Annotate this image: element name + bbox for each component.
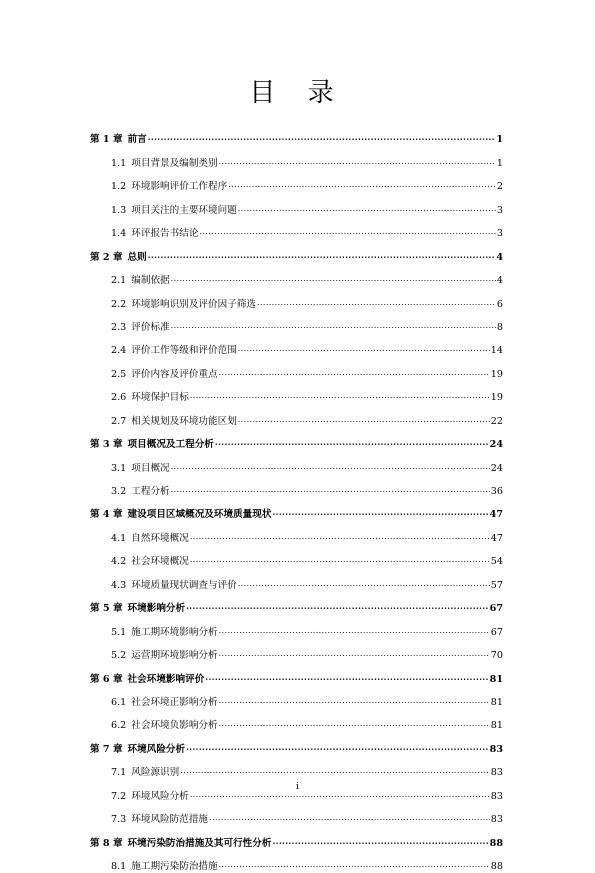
toc-section-entry[interactable] [90,475,503,498]
toc-entry-number: 2.1 [111,275,127,287]
toc-entry-title: 施工期环境影响分析 [131,626,218,638]
toc-entry-page: 81 [490,696,503,708]
toc-entry-page: 3 [496,204,503,216]
toc-entry-page: 4 [496,275,503,287]
toc-section-entry[interactable] [90,568,503,591]
toc-dot-leader [190,554,490,566]
toc-dot-leader [238,203,496,215]
toc-entry-title: 社会环境概况 [131,556,189,568]
toc-entry-label [111,580,237,592]
toc-entry-page: 81 [489,673,503,685]
toc-entry-page: 36 [490,486,503,497]
toc-entry-label [111,767,179,779]
toc-entry-number: 3.1 [111,462,127,474]
toc-section-entry[interactable] [90,639,503,662]
toc-entry-title: 建设项目区域概况及环境质量现状 [127,509,272,521]
toc-entry-label [111,322,170,334]
toc-entry-label [90,838,271,850]
toc-entry-label [90,744,185,756]
toc-entry-title: 自然环境概况 [131,532,189,544]
toc-dot-leader [148,249,496,262]
page-number-footer: i [296,782,299,792]
toc-entry-number: 第 2 章 [90,251,123,263]
toc-entry-page: 88 [489,837,503,849]
toc-dot-leader [205,671,488,684]
page-title: 目 录 [249,78,346,108]
toc-entry-number: 第 8 章 [90,837,123,849]
toc-entry-label [111,275,170,287]
toc-entry-title: 评价标准 [131,321,170,333]
toc-entry-page: 83 [490,814,503,826]
toc-entry-page: 83 [490,790,503,802]
toc-entry-number: 8.1 [111,861,127,872]
toc-section-entry[interactable] [90,615,503,638]
toc-entry-label [111,791,189,803]
toc-chapter-entry[interactable] [90,428,503,451]
toc-entry-page: 24 [489,439,503,451]
toc-section-entry[interactable] [90,146,503,169]
toc-entry-label [111,392,189,404]
toc-section-entry[interactable] [90,709,503,732]
toc-dot-leader [219,625,490,637]
toc-entry-page: 6 [496,298,503,310]
toc-entry-page: 24 [490,462,503,474]
toc-dot-leader [209,812,490,824]
toc-entry-title: 评价工作等级和评价范围 [131,345,237,357]
toc-entry-label [111,556,189,568]
toc-dot-leader [219,695,490,707]
toc-entry-number: 2.5 [111,368,127,380]
toc-entry-title: 相关规划及环境功能区划 [131,415,237,427]
toc-entry-number: 3.2 [111,486,127,497]
toc-dot-leader [171,320,496,332]
toc-entry-title: 环境风险分析 [127,743,186,755]
toc-entry-title: 项目关注的主要环境问题 [131,204,237,216]
toc-entry-title: 编制依据 [131,275,170,287]
toc-dot-leader [272,506,488,519]
toc-entry-title: 环境质量现状调查与评价 [131,579,237,591]
toc-dot-leader [171,273,496,285]
toc-entry-page: 83 [489,743,503,755]
toc-section-entry[interactable] [90,803,503,826]
toc-section-entry[interactable] [90,686,503,709]
toc-entry-title: 运营期环境影响分析 [131,650,218,662]
toc-dot-leader [180,765,490,777]
toc-entry-page: 70 [490,650,503,662]
toc-entry-page: 54 [490,556,503,568]
toc-entry-page: 2 [496,181,503,193]
toc-section-entry[interactable] [90,521,503,544]
toc-entry-number: 第 7 章 [90,743,123,755]
toc-entry-number: 第 1 章 [90,134,123,146]
toc-entry-number: 5.2 [111,650,127,662]
toc-entry-page: 47 [490,532,503,544]
toc-entry-page: 19 [490,368,503,380]
toc-section-entry[interactable] [90,311,503,334]
toc-entry-number: 第 6 章 [90,673,123,685]
toc-entry-title: 社会环境负影响分析 [131,720,218,732]
toc-entry-page: 4 [496,251,503,263]
toc-dot-leader [190,531,490,543]
toc-entry-number: 第 4 章 [90,509,123,521]
toc-entry-number: 7.3 [111,814,127,826]
toc-entry-number: 1.2 [111,181,127,193]
toc-entry-number: 1.4 [111,228,127,240]
toc-dot-leader [148,131,496,144]
toc-entry-label [111,205,237,217]
toc-entry-label [111,533,189,545]
toc-entry-label [111,463,170,475]
toc-entry-number: 2.2 [111,298,127,310]
toc-entry-label [111,720,218,732]
toc-entry-number: 6.1 [111,696,127,708]
toc-entry-label [111,861,218,873]
toc-entry-page: 3 [496,228,503,240]
toc-dot-leader [238,343,490,355]
toc-entry-page: 67 [489,603,503,615]
toc-dot-leader [219,859,490,871]
toc-entry-page: 88 [490,861,503,872]
toc-entry-title: 环境风险分析 [131,790,189,802]
toc-entry-title: 社会环境正影响分析 [131,696,218,708]
toc-entry-label [111,650,218,662]
toc-entry-title: 环境影响识别及评价因子筛选 [131,298,256,310]
toc-entry-label [111,369,218,381]
toc-dot-leader [238,414,490,426]
toc-entry-label [111,345,237,357]
toc-entry-title: 风险源识别 [131,767,180,779]
toc-entry-title: 环境保护目标 [131,392,189,404]
toc-entry-label [111,181,227,193]
toc-dot-leader [228,179,496,191]
toc-section-entry[interactable] [90,357,503,380]
toc-entry-number: 7.2 [111,790,127,802]
toc-entry-title: 环境污染防治措施及其可行性分析 [127,837,272,849]
toc-dot-leader [171,461,490,473]
toc-entry-label [90,674,204,686]
toc-dot-leader [257,297,496,309]
toc-entry-number: 2.7 [111,415,127,427]
toc-section-entry[interactable] [90,381,503,404]
toc-entry-number: 4.2 [111,556,127,568]
toc-entry-page: 14 [490,345,503,357]
toc-entry-label [90,252,147,264]
toc-dot-leader [199,226,495,238]
toc-section-entry[interactable] [90,264,503,287]
toc-entry-page: 67 [490,626,503,638]
toc-dot-leader [219,156,496,168]
toc-entry-label [90,603,185,615]
toc-section-entry[interactable] [90,850,503,873]
toc-entry-number: 第 3 章 [90,439,123,451]
toc-entry-label [90,134,147,146]
toc-entry-label [111,697,218,709]
toc-dot-leader [238,578,490,590]
toc-entry-number: 2.6 [111,392,127,404]
toc-dot-leader [272,835,488,848]
toc-entry-title: 总则 [127,251,147,263]
toc-section-entry[interactable] [90,756,503,779]
toc-chapter-entry[interactable] [90,826,503,849]
toc-entry-title: 项目概况及工程分析 [127,439,214,451]
toc-chapter-entry[interactable] [90,592,503,615]
toc-entry-label [111,158,218,170]
toc-section-entry[interactable] [90,170,503,193]
toc-chapter-entry[interactable] [90,123,503,146]
toc-entry-number: 第 5 章 [90,603,123,615]
toc-dot-leader [190,390,490,402]
toc-entry-number: 5.1 [111,626,127,638]
toc-entry-number: 4.3 [111,579,127,591]
toc-section-entry[interactable] [90,193,503,216]
toc-chapter-entry[interactable] [90,498,503,521]
toc-dot-leader [215,436,489,449]
toc-entry-page: 19 [490,392,503,404]
toc-entry-page: 83 [490,767,503,779]
toc-entry-title: 前言 [127,134,147,146]
toc-entry-number: 1.3 [111,204,127,216]
toc-entry-page: 81 [490,720,503,732]
toc-entry-number: 7.1 [111,767,127,779]
toc-entry-page: 1 [496,134,503,146]
toc-entry-label [111,299,256,311]
toc-entry-title: 工程分析 [131,486,170,497]
toc-entry-label [90,509,271,521]
toc-section-entry[interactable] [90,451,503,474]
toc-entry-label [111,627,218,639]
toc-entry-title: 环境风险防范措施 [131,814,209,826]
toc-section-entry[interactable] [90,545,503,568]
toc-dot-leader [186,741,489,754]
toc-entry-page: 1 [496,157,503,169]
toc-entry-title: 社会环境影响评价 [127,673,205,685]
toc-entry-title: 项目概况 [131,462,170,474]
toc-chapter-entry[interactable] [90,240,503,263]
toc-entry-label [111,228,198,240]
toc-entry-title: 环境影响评价工作程序 [131,181,228,193]
toc-entry-title: 评价内容及评价重点 [131,368,218,380]
toc-entry-number: 1.1 [111,157,127,169]
toc-entry-title: 环境影响分析 [127,603,186,615]
toc-entry-label [111,486,170,498]
toc-entry-label [111,814,208,826]
toc-section-entry[interactable] [90,334,503,357]
toc-entry-page: 22 [490,415,503,427]
toc-section-entry[interactable] [90,287,503,310]
toc-dot-leader [219,367,490,379]
toc-dot-leader [219,718,490,730]
toc-entry-page: 8 [496,321,503,333]
toc-dot-leader [171,484,490,496]
toc-entry-label [111,416,237,428]
toc-entry-number: 6.2 [111,720,127,732]
toc-entry-page: 47 [489,509,503,521]
toc-entry-number: 4.1 [111,532,127,544]
toc-entry-title: 环评报告书结论 [131,228,199,240]
toc-chapter-entry[interactable] [90,732,503,755]
toc-entry-title: 施工期污染防治措施 [131,861,218,872]
toc-dot-leader [219,648,490,660]
table-of-contents [90,123,503,873]
toc-dot-leader [186,600,489,613]
toc-entry-number: 2.4 [111,345,127,357]
toc-entry-title: 项目背景及编制类别 [131,157,218,169]
toc-chapter-entry[interactable] [90,662,503,685]
toc-entry-number: 2.3 [111,321,127,333]
toc-section-entry[interactable] [90,404,503,427]
toc-section-entry[interactable] [90,217,503,240]
toc-entry-page: 57 [490,579,503,591]
toc-entry-label [90,439,214,451]
